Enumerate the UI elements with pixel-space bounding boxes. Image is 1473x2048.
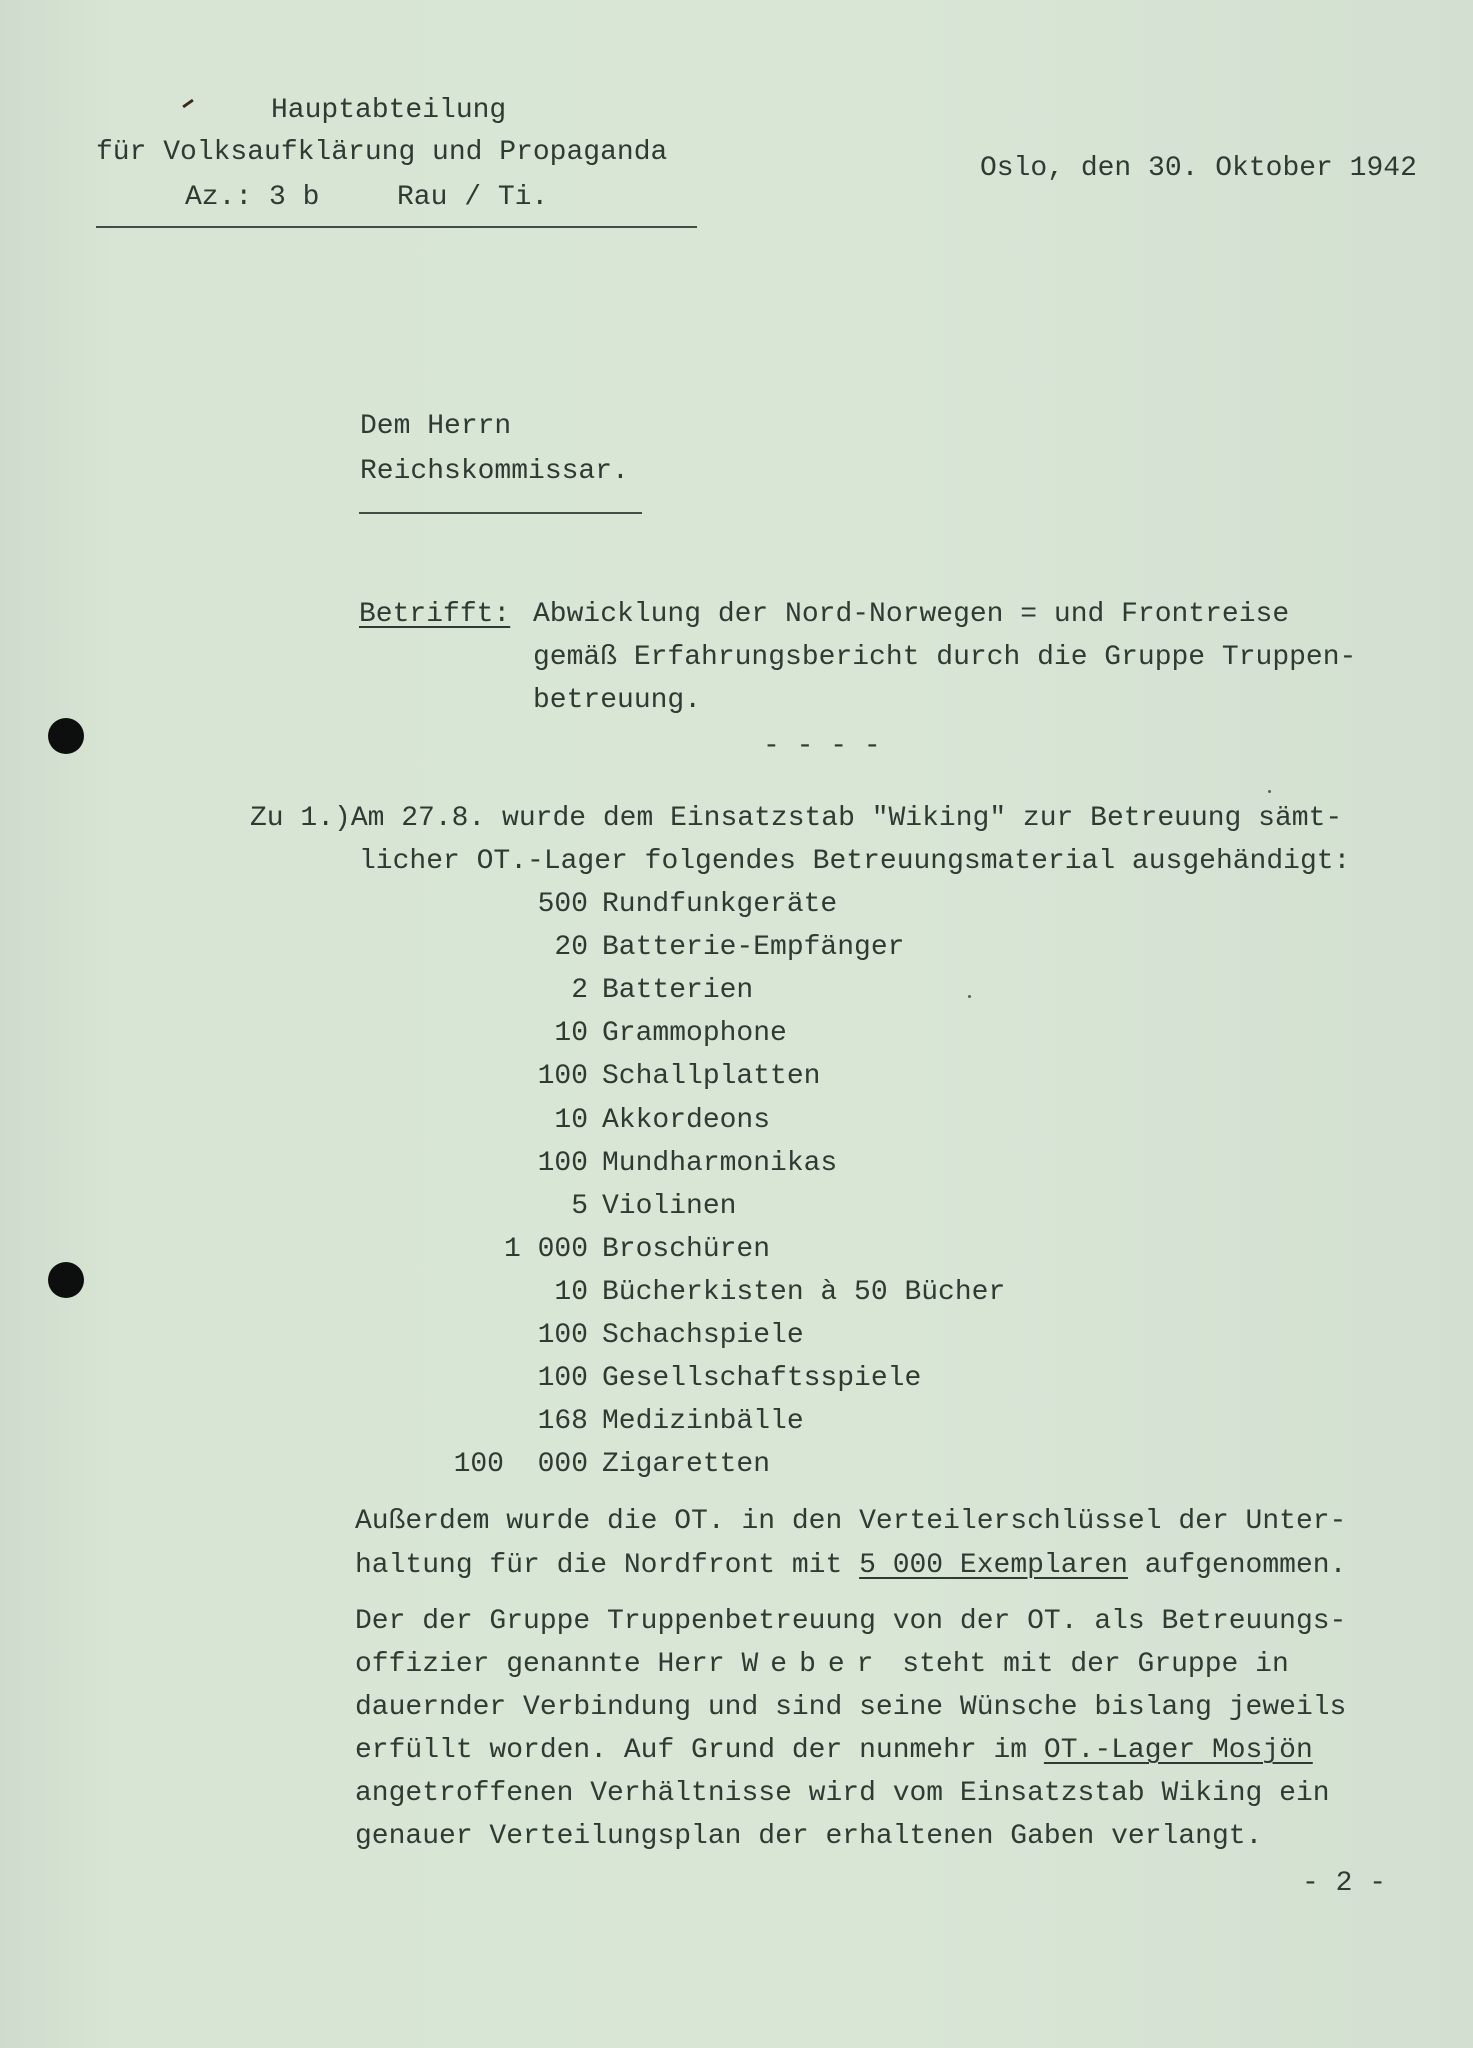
page-continuation: - 2 -	[1302, 1868, 1387, 1899]
item-row	[430, 1362, 921, 1396]
item-quantity: 10	[554, 1277, 588, 1308]
subject-line-2: gemäß Erfahrungsbericht durch die Gruppe Truppen-	[533, 642, 1357, 673]
para1-line-1: Außerdem wurde die OT. in den Verteilerschlüssel der Unter-	[355, 1506, 1347, 1537]
item-row	[430, 974, 753, 1008]
item-row	[330, 1448, 770, 1482]
item-row	[430, 1276, 1005, 1310]
para2-line-2	[355, 1648, 1289, 1682]
item-row	[430, 888, 837, 922]
item-row	[430, 1190, 736, 1224]
item-quantity: 168	[537, 1406, 588, 1437]
item-quantity: 2	[571, 975, 588, 1006]
para2-line-3: dauernder Verbindung und sind seine Wünsche bislang jeweils	[355, 1692, 1347, 1723]
item-quantity: 20	[554, 932, 588, 963]
item-name: Bücherkisten à 50 Bücher	[602, 1277, 1006, 1308]
item-name: Schallplatten	[602, 1061, 821, 1092]
az-initials: Rau / Ti.	[397, 182, 549, 213]
para2-line-5: angetroffenen Verhältnisse wird vom Einsatzstab Wiking ein	[355, 1778, 1330, 1809]
place-date: Oslo, den 30. Oktober 1942	[980, 153, 1417, 184]
item-row	[430, 1405, 804, 1439]
item-name: Akkordeons	[602, 1105, 771, 1136]
dept-line-2: für Volksaufklärung und Propaganda	[96, 137, 668, 168]
item-name: Gesellschaftsspiele	[602, 1363, 922, 1394]
item-name: Mundharmonikas	[602, 1148, 838, 1179]
para1-text-a: haltung für die Nordfront mit	[355, 1550, 860, 1581]
para2-line-1: Der der Gruppe Truppenbetreuung von der OT. als Betreuungs-	[355, 1606, 1347, 1637]
para1-underlined-copies: 5 000 Exemplaren	[859, 1550, 1128, 1581]
item-quantity: 100	[537, 1148, 588, 1179]
item-quantity: 500	[537, 889, 588, 920]
item-row	[430, 1147, 837, 1181]
officer-name: Weber	[741, 1649, 886, 1680]
recipient-line-2: Reichskommissar.	[360, 456, 629, 487]
speck	[968, 995, 971, 998]
item-name: Grammophone	[602, 1018, 787, 1049]
header-rule	[96, 226, 697, 228]
para1-text-b: aufgenommen.	[1127, 1550, 1347, 1581]
item-quantity: 1 000	[503, 1234, 588, 1265]
para2-line-6: genauer Verteilungsplan der erhaltenen Gaben verlangt.	[355, 1821, 1263, 1852]
item-row	[430, 931, 904, 965]
dept-line-1: Hauptabteilung	[271, 95, 507, 126]
section1-intro-line-2: licher OT.-Lager folgendes Betreuungsmaterial ausgehändigt:	[359, 846, 1351, 877]
item-row	[430, 1060, 820, 1094]
para2-line-4	[355, 1734, 1313, 1768]
az-reference: Az.: 3 b	[185, 182, 320, 213]
punch-hole-top	[48, 718, 84, 754]
subject-line-3: betreuung.	[533, 685, 702, 716]
pen-mark	[182, 99, 194, 108]
recipient-line-1: Dem Herrn	[360, 411, 512, 442]
subject-separator: - - - -	[763, 731, 881, 762]
item-name: Batterien	[602, 975, 754, 1006]
recipient-rule	[359, 512, 642, 514]
item-quantity: 100 000	[453, 1449, 588, 1480]
subject-label: Betrifft:	[359, 599, 511, 630]
item-row	[430, 1104, 770, 1138]
item-name: Medizinbälle	[602, 1406, 804, 1437]
item-quantity: 5	[571, 1191, 588, 1222]
punch-hole-bottom	[48, 1262, 84, 1298]
para1-line-2	[355, 1549, 1346, 1583]
item-quantity: 100	[537, 1320, 588, 1351]
item-name: Batterie-Empfänger	[602, 932, 905, 963]
item-name: Broschüren	[602, 1234, 771, 1265]
item-row	[430, 1017, 787, 1051]
item-name: Violinen	[602, 1191, 737, 1222]
subject-line-1: Abwicklung der Nord-Norwegen = und Frontreise	[533, 599, 1290, 630]
item-row	[430, 1233, 770, 1267]
camp-name-underlined: OT.-Lager Mosjön	[1043, 1735, 1313, 1766]
item-row	[430, 1319, 804, 1353]
item-quantity: 10	[554, 1105, 588, 1136]
item-quantity: 10	[554, 1018, 588, 1049]
item-name: Rundfunkgeräte	[602, 889, 838, 920]
item-quantity: 100	[537, 1061, 588, 1092]
para2-text-a: offizier genannte Herr	[355, 1649, 742, 1680]
item-quantity: 100	[537, 1363, 588, 1394]
section1-intro-line-1: Zu 1.)Am 27.8. wurde dem Einsatzstab "Wiking" zur Betreuung sämt-	[250, 803, 1343, 834]
item-name: Zigaretten	[602, 1449, 771, 1480]
para2-text-c: erfüllt worden. Auf Grund der nunmehr im	[355, 1735, 1044, 1766]
para2-text-b: steht mit der Gruppe in	[885, 1649, 1289, 1680]
item-name: Schachspiele	[602, 1320, 804, 1351]
speck	[1268, 790, 1271, 793]
